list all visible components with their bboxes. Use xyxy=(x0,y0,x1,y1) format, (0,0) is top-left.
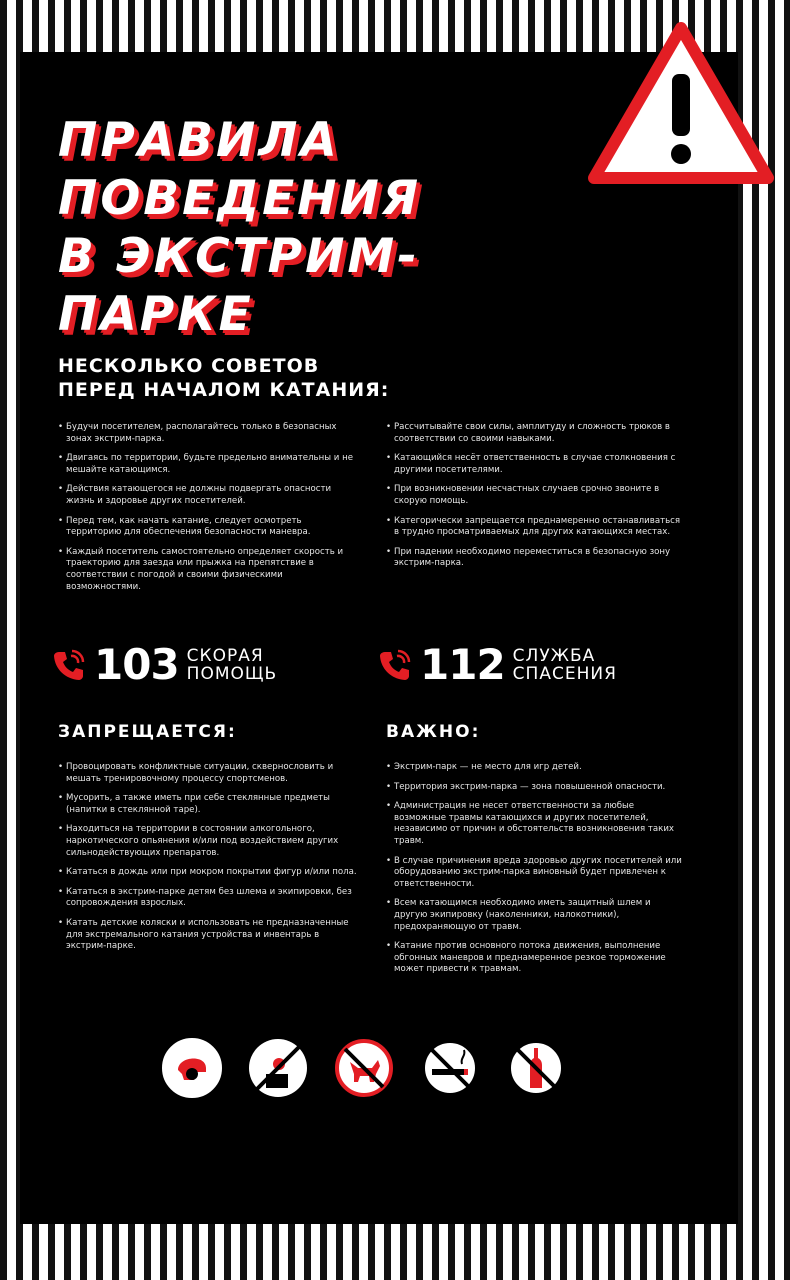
phone-rescue xyxy=(376,640,617,690)
poster-title xyxy=(58,112,578,344)
list-item: • Будучи посетителем, располагайтесь только в безопасных зонах экстрим-парка. xyxy=(58,422,358,445)
list-item: • Катающийся несёт ответственность в случае столкновения с другими посетителями. xyxy=(386,453,686,476)
no-smoking-icon xyxy=(418,1036,482,1100)
phone-label xyxy=(513,647,617,683)
phone-icon xyxy=(50,646,88,684)
list-item: • Администрация не несет ответственности за любые возможные травмы катающихся и других посетителей, независимо от причин и обстоятельств возникновения таких травм. xyxy=(386,801,686,847)
list-item: • Экстрим-парк — не место для игр детей. xyxy=(386,762,686,774)
tips-list-left xyxy=(58,422,358,601)
phone-label-line: СПАСЕНИЯ xyxy=(512,664,617,684)
list-item: • Катать детские коляски и использовать не предназначенные для экстремального катания устройства и инвентарь в экстрим-парке. xyxy=(58,918,358,953)
phone-ambulance xyxy=(50,640,277,690)
list-item: • Двигаясь по территории, будьте предельно внимательны и не мешайте катающимся. xyxy=(58,453,358,476)
list-item: • Категорически запрещается преднамеренно останавливаться в трудно просматриваемых для других катающихся местах. xyxy=(386,516,686,539)
no-littering-icon xyxy=(246,1036,310,1100)
list-item: • Рассчитывайте свои силы, амплитуду и сложность трюков в соответствии со своими навыками. xyxy=(386,422,686,445)
title-line: ПОВЕДЕНИЯ xyxy=(58,171,422,226)
warning-icon xyxy=(588,22,774,186)
list-item: • При падении необходимо переместиться в безопасную зону экстрим-парка. xyxy=(386,547,686,570)
list-item: • Действия катающегося не должны подвергать опасности жизнь и здоровье других посетителей. xyxy=(58,484,358,507)
phone-number: 112 xyxy=(420,640,505,689)
list-item: • В случае причинения вреда здоровью других посетителей или оборудованию экстрим-парка виновный будет привлечен к ответственности. xyxy=(386,856,686,891)
list-item: • Перед тем, как начать катание, следует осмотреть территорию для обеспечения безопасности маневра. xyxy=(58,516,358,539)
helmet-required-icon xyxy=(160,1036,224,1100)
tips-heading-line: ПЕРЕД НАЧАЛОМ КАТАНИЯ: xyxy=(58,379,390,401)
phone-label-line: СКОРАЯ xyxy=(186,646,264,666)
title-line: ПРАВИЛА xyxy=(58,113,340,168)
phone-label-line: ПОМОЩЬ xyxy=(186,664,278,684)
phone-label xyxy=(187,647,277,683)
list-item: • Кататься в экстрим-парке детям без шлема и экипировки, без сопровождения взрослых. xyxy=(58,887,358,910)
list-item: • Кататься в дождь или при мокром покрытии фигур и/или пола. xyxy=(58,867,358,879)
title-line: ПАРКЕ xyxy=(58,287,254,342)
signs-row xyxy=(160,1036,568,1100)
list-item: • Всем катающимся необходимо иметь защитный шлем и другую экипировку (наколенники, налокотники), предохраняющую от травм. xyxy=(386,898,686,933)
forbidden-list xyxy=(58,762,358,961)
tips-heading xyxy=(58,354,538,402)
no-pets-icon xyxy=(332,1036,396,1100)
list-item: • Мусорить, а также иметь при себе стеклянные предметы (напитки в стеклянной таре). xyxy=(58,793,358,816)
phone-icon xyxy=(376,646,414,684)
important-heading: ВАЖНО: xyxy=(386,722,481,742)
title-line: В ЭКСТРИМ- xyxy=(58,229,420,284)
tips-heading-line: НЕСКОЛЬКО СОВЕТОВ xyxy=(58,355,320,377)
list-item: • Катание против основного потока движения, выполнение обгонных маневров и преднамеренное резкое торможение может привести к травмам. xyxy=(386,941,686,976)
phone-number: 103 xyxy=(94,640,179,689)
list-item: • Провоцировать конфликтные ситуации, сквернословить и мешать тренировочному процессу спортсменов. xyxy=(58,762,358,785)
phone-label-line: СЛУЖБА xyxy=(512,646,596,666)
list-item: • Территория экстрим-парка — зона повышенной опасности. xyxy=(386,782,686,794)
list-item: • Каждый посетитель самостоятельно определяет скорость и траекторию для заезда или прыжка на препятствие в соответствии с погодой и своими физическими возможностями. xyxy=(58,547,358,593)
forbidden-heading: ЗАПРЕЩАЕТСЯ: xyxy=(58,722,237,742)
list-item: • Находиться на территории в состоянии алкогольного, наркотического опьянения и/или под воздействием других сильнодействующих препаратов. xyxy=(58,824,358,859)
no-alcohol-icon xyxy=(504,1036,568,1100)
list-item: • При возникновении несчастных случаев срочно звоните в скорую помощь. xyxy=(386,484,686,507)
tips-list-right xyxy=(386,422,686,578)
important-list xyxy=(386,762,686,984)
